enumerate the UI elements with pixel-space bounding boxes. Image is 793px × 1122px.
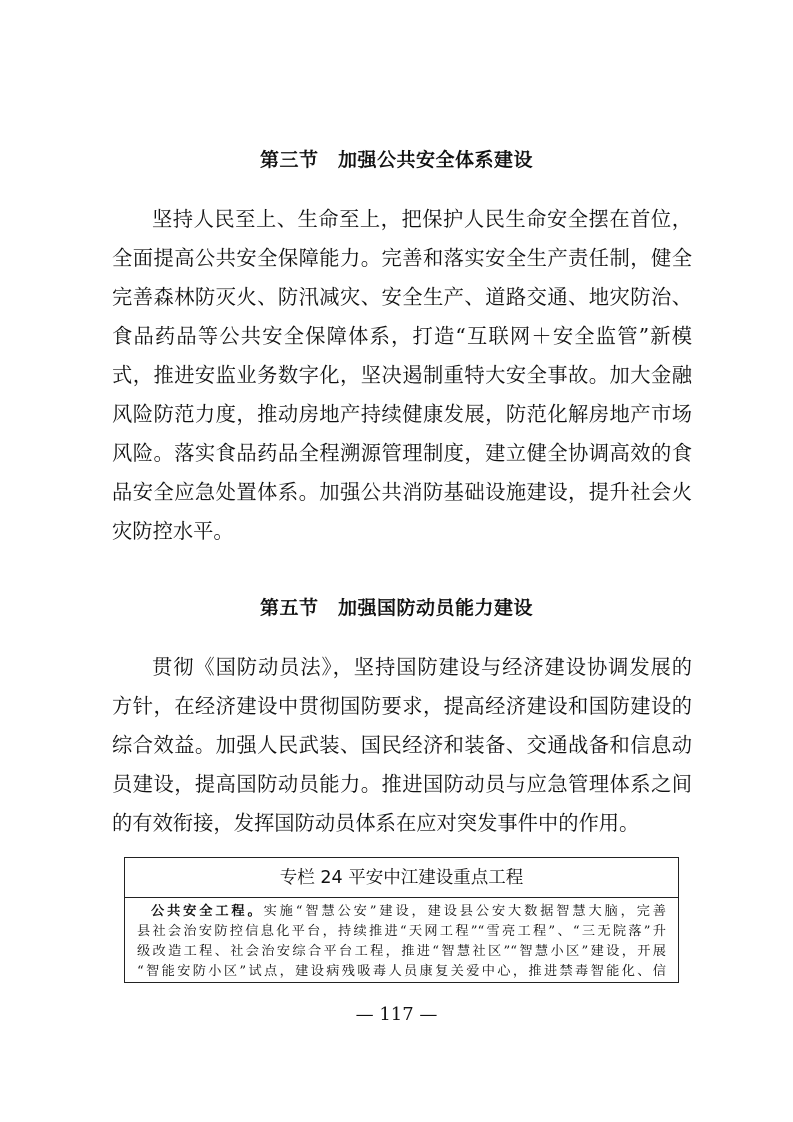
paragraph-line: 综合效益。加强人民武装、国民经济和装备、交通战备和信息动 <box>112 733 692 757</box>
box-line: 县社会治安防控信息化平台，持续推进“天网工程”“雪亮工程”、“三无院落”升 <box>137 924 666 939</box>
page-number: — 117 — <box>355 1004 438 1025</box>
paragraph-line: 贯彻《国防动员法》，坚持国防建设与经济建设协调发展的 <box>152 655 692 679</box>
section-heading-5: 第五节 加强国防动员能力建设 <box>259 597 533 619</box>
paragraph-line: 灾防控水平。 <box>112 519 234 543</box>
paragraph-line: 的有效衔接，发挥国防动员体系在应对突发事件中的作用。 <box>112 811 640 835</box>
box-title: 专栏 24 平安中江建设重点工程 <box>125 858 678 898</box>
section-heading-3: 第三节 加强公共安全体系建设 <box>259 149 533 171</box>
box-line: 级改造工程、社会治安综合平台工程，推进“智慧社区”“智慧小区”建设，开展 <box>137 944 666 959</box>
paragraph-line: 品安全应急处置体系。加强公共消防基础设施建设，提升社会火 <box>112 480 692 504</box>
paragraph-line: 员建设，提高国防动员能力。推进国防动员与应急管理体系之间 <box>112 772 692 796</box>
paragraph-line: 食品药品等公共安全保障体系，打造“互联网＋安全监管”新模 <box>112 324 692 348</box>
paragraph-line: 式，推进安监业务数字化，坚决遏制重特大安全事故。加大金融 <box>112 363 692 387</box>
paragraph-line: 方针，在经济建设中贯彻国防要求，提高经济建设和国防建设的 <box>112 694 692 718</box>
box-line <box>151 902 666 922</box>
paragraph-line: 风险防范力度，推动房地产持续健康发展，防范化解房地产市场 <box>112 402 692 426</box>
box-line-text: 实施“智慧公安”建设，建设县公安大数据智慧大脑，完善 <box>263 904 666 919</box>
box-lead: 公共安全工程。 <box>151 904 264 919</box>
special-column-box <box>124 857 679 983</box>
paragraph-line: 风险。落实食品药品全程溯源管理制度，建立健全协调高效的食 <box>112 441 692 465</box>
paragraph-line: 坚持人民至上、生命至上，把保护人民生命安全摆在首位， <box>152 207 692 231</box>
box-line: “智能安防小区”试点，建设病残吸毒人员康复关爱中心，推进禁毒智能化、信 <box>137 964 666 979</box>
paragraph-line: 完善森林防灭火、防汛减灾、安全生产、道路交通、地灾防治、 <box>112 285 692 309</box>
paragraph-line: 全面提高公共安全保障能力。完善和落实安全生产责任制，健全 <box>112 246 692 270</box>
